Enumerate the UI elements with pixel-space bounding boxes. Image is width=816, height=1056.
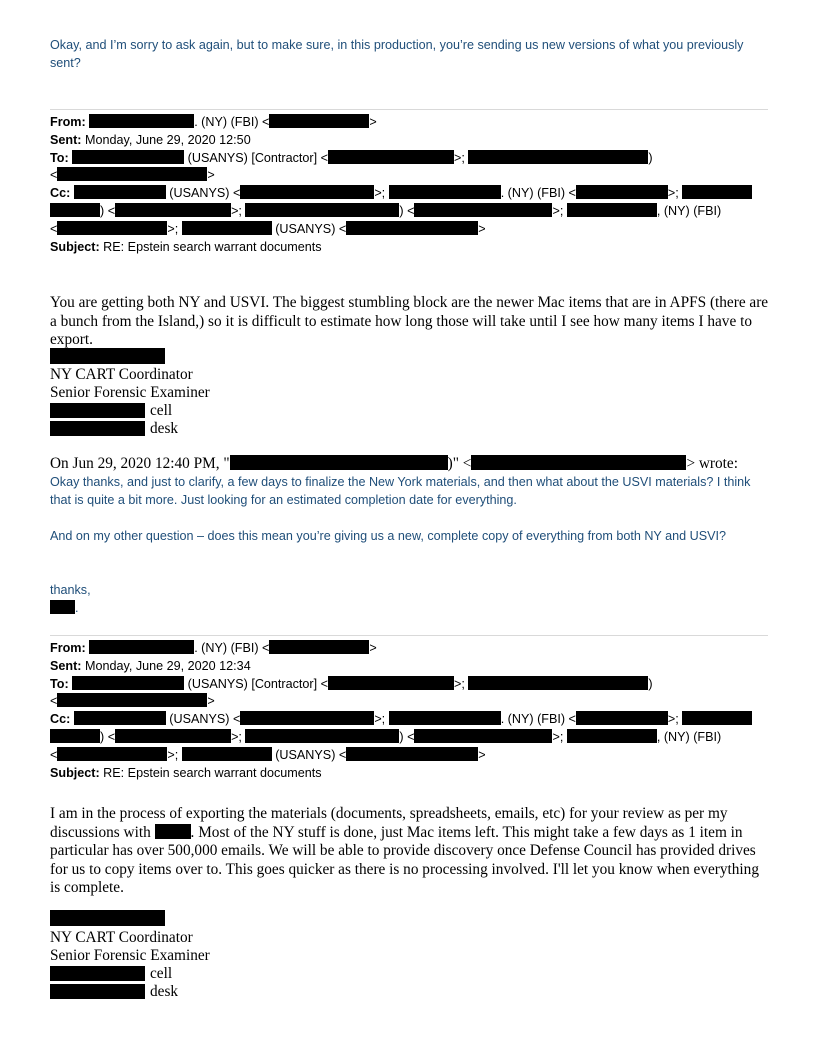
- from-end: >: [369, 641, 377, 655]
- redaction: [567, 729, 657, 743]
- redaction: [346, 747, 478, 761]
- redaction: [389, 185, 501, 199]
- redaction: [50, 403, 145, 418]
- cc-text: >;: [167, 747, 179, 762]
- from-tail: . (NY) (FBI) <: [194, 641, 270, 655]
- redaction: [115, 729, 231, 743]
- cc-line-2: [50, 203, 770, 221]
- redaction: [682, 185, 752, 199]
- cc-text: >: [478, 221, 486, 236]
- to-text: >;: [453, 676, 465, 691]
- divider: [50, 635, 768, 636]
- quote-line: [50, 455, 770, 474]
- cc-text: ) <: [100, 203, 116, 218]
- reply-paragraph-1: Okay thanks, and just to clarify, a few days to finalize the New York materials, and then what about the USVI materials? I think that is quite a bit more. Just looking for an estimated completion date for everything.: [50, 475, 751, 507]
- redaction: [471, 455, 686, 470]
- redaction: [74, 711, 166, 725]
- redaction: [346, 221, 478, 235]
- quote-suffix: > wrote:: [686, 455, 738, 472]
- sent-line: [50, 132, 770, 150]
- from-label: From:: [50, 115, 86, 129]
- cc-line: [50, 711, 770, 729]
- redaction: [155, 824, 191, 839]
- subject-label: Subject:: [50, 765, 100, 780]
- redaction: [240, 185, 374, 199]
- cc-text: >;: [231, 729, 242, 744]
- redaction: [115, 203, 231, 217]
- cc-text: >;: [374, 186, 386, 201]
- redaction: [567, 203, 657, 217]
- redaction: [682, 711, 752, 725]
- to-text: >;: [453, 150, 465, 165]
- email-header-2: [50, 640, 770, 782]
- redaction: [328, 676, 454, 690]
- cc-text: >;: [167, 221, 179, 236]
- redaction: [50, 600, 75, 614]
- quote-prefix: On Jun 29, 2020 12:40 PM, ": [50, 455, 230, 472]
- cc-text: (USANYS) <: [165, 186, 241, 201]
- intro-paragraph: Okay, and I’m sorry to ask again, but to make sure, in this production, you’re sending us new versions of what you previously sent?: [50, 38, 744, 70]
- cc-line-2: [50, 729, 770, 747]
- redaction: [269, 640, 369, 654]
- to-label: To:: [50, 676, 69, 691]
- cc-text: >;: [374, 712, 386, 727]
- divider: [50, 109, 768, 110]
- sent-label: Sent:: [50, 658, 82, 673]
- cc-text: ) <: [100, 729, 116, 744]
- cc-label: Cc:: [50, 186, 71, 201]
- signature-title-2: Senior Forensic Examiner: [50, 947, 210, 964]
- email-header-1: [50, 114, 770, 256]
- subject-label: Subject:: [50, 239, 100, 254]
- cc-text: >;: [667, 186, 679, 201]
- redaction: [182, 747, 272, 761]
- cc-text: >;: [552, 729, 564, 744]
- signature-desk: desk: [150, 983, 179, 1000]
- sent-value: Monday, June 29, 2020 12:50: [81, 132, 251, 147]
- cc-line: [50, 185, 770, 203]
- cc-text: (USANYS) <: [271, 221, 347, 236]
- redaction: [50, 421, 145, 436]
- sent-value: Monday, June 29, 2020 12:34: [81, 658, 251, 673]
- to-text: ): [648, 150, 653, 165]
- to-line: [50, 150, 770, 168]
- redaction: [240, 711, 374, 725]
- redaction: [414, 203, 552, 217]
- to-text: (USANYS) [Contractor] <: [184, 150, 328, 165]
- to-text: <: [50, 694, 58, 709]
- redaction: [57, 221, 167, 235]
- cc-text: ) <: [399, 729, 415, 744]
- from-line: [50, 640, 770, 658]
- body-text: I am in the process of exporting the materials (documents, spreadsheets, emails, etc) for your review as per my discussions with: [50, 805, 728, 841]
- redaction: [468, 676, 648, 690]
- redaction: [414, 729, 552, 743]
- redaction: [57, 747, 167, 761]
- signature-title-2: Senior Forensic Examiner: [50, 384, 210, 401]
- cc-line-3: [50, 747, 770, 765]
- redaction: [245, 729, 399, 743]
- cc-text: (USANYS) <: [271, 747, 347, 762]
- redaction: [576, 185, 668, 199]
- redaction: [182, 221, 272, 235]
- reply-paragraph-2: And on my other question – does this mean you’re giving us a new, complete copy of everything from both NY and USVI?: [50, 529, 727, 543]
- sent-label: Sent:: [50, 132, 82, 147]
- signature-title-1: NY CART Coordinator: [50, 929, 193, 946]
- cc-text: >;: [667, 712, 679, 727]
- sent-line: [50, 658, 770, 676]
- from-end: >: [369, 115, 377, 129]
- cc-text: >: [478, 747, 486, 762]
- redaction: [389, 711, 501, 725]
- redaction: [57, 693, 207, 707]
- cc-text: <: [50, 747, 58, 762]
- from-line: [50, 114, 770, 132]
- cc-text: , (NY) (FBI): [656, 203, 722, 218]
- from-label: From:: [50, 641, 86, 655]
- reply-signoff: [50, 599, 770, 617]
- cc-text: . (NY) (FBI) <: [500, 186, 576, 201]
- reply-thanks: thanks,: [50, 583, 91, 597]
- to-text: >: [207, 694, 215, 709]
- cc-text: <: [50, 221, 58, 236]
- to-line-2: [50, 693, 770, 711]
- redaction: [50, 203, 100, 217]
- email-body-2: [50, 805, 770, 898]
- redaction: [50, 966, 145, 981]
- signature-title-1: NY CART Coordinator: [50, 366, 193, 383]
- to-line: [50, 676, 770, 694]
- signature-cell: cell: [150, 965, 173, 982]
- redaction: [50, 910, 165, 926]
- subject-value: RE: Epstein search warrant documents: [99, 765, 322, 780]
- reply-period: .: [75, 601, 79, 615]
- to-text: >: [207, 168, 215, 183]
- redaction: [269, 114, 369, 128]
- redaction: [72, 676, 184, 690]
- to-text: ): [648, 676, 653, 691]
- redaction: [72, 150, 184, 164]
- signature-cell: cell: [150, 402, 173, 419]
- subject-line: [50, 765, 770, 783]
- cc-text: . (NY) (FBI) <: [500, 712, 576, 727]
- redaction: [50, 348, 165, 364]
- to-label: To:: [50, 150, 69, 165]
- email-body-1: You are getting both NY and USVI. The biggest stumbling block are the newer Mac items that are in APFS (there are a bunch from the Island,) so it is difficult to estimate how long those will take until I see how many items I have to export.: [50, 294, 769, 348]
- redaction: [230, 455, 448, 470]
- cc-text: ) <: [399, 203, 415, 218]
- subject-line: [50, 239, 770, 257]
- quote-mid: )" <: [447, 455, 472, 472]
- redaction: [576, 711, 668, 725]
- body-text: . Most of the NY stuff is done, just Mac items left. This might take a few days as 1 item in particular has over 500,000 emails. We will be able to provide discovery once Defense Council has provided drives for us to copy items over to. This goes quicker as there is no processing involved. I'll let you know when everything is complete.: [50, 823, 759, 896]
- redaction: [89, 114, 194, 128]
- to-text: <: [50, 168, 58, 183]
- cc-label: Cc:: [50, 712, 71, 727]
- subject-value: RE: Epstein search warrant documents: [99, 239, 322, 254]
- to-line-2: [50, 167, 770, 185]
- from-tail: . (NY) (FBI) <: [194, 115, 270, 129]
- redaction: [89, 640, 194, 654]
- cc-text: , (NY) (FBI): [656, 729, 722, 744]
- redaction: [328, 150, 454, 164]
- redaction: [74, 185, 166, 199]
- redaction: [57, 167, 207, 181]
- redaction: [468, 150, 648, 164]
- redaction: [245, 203, 399, 217]
- cc-line-3: [50, 221, 770, 239]
- cc-text: >;: [231, 203, 242, 218]
- cc-text: >;: [552, 203, 564, 218]
- redaction: [50, 984, 145, 999]
- to-text: (USANYS) [Contractor] <: [184, 676, 328, 691]
- redaction: [50, 729, 100, 743]
- cc-text: (USANYS) <: [165, 712, 241, 727]
- signature-desk: desk: [150, 420, 179, 437]
